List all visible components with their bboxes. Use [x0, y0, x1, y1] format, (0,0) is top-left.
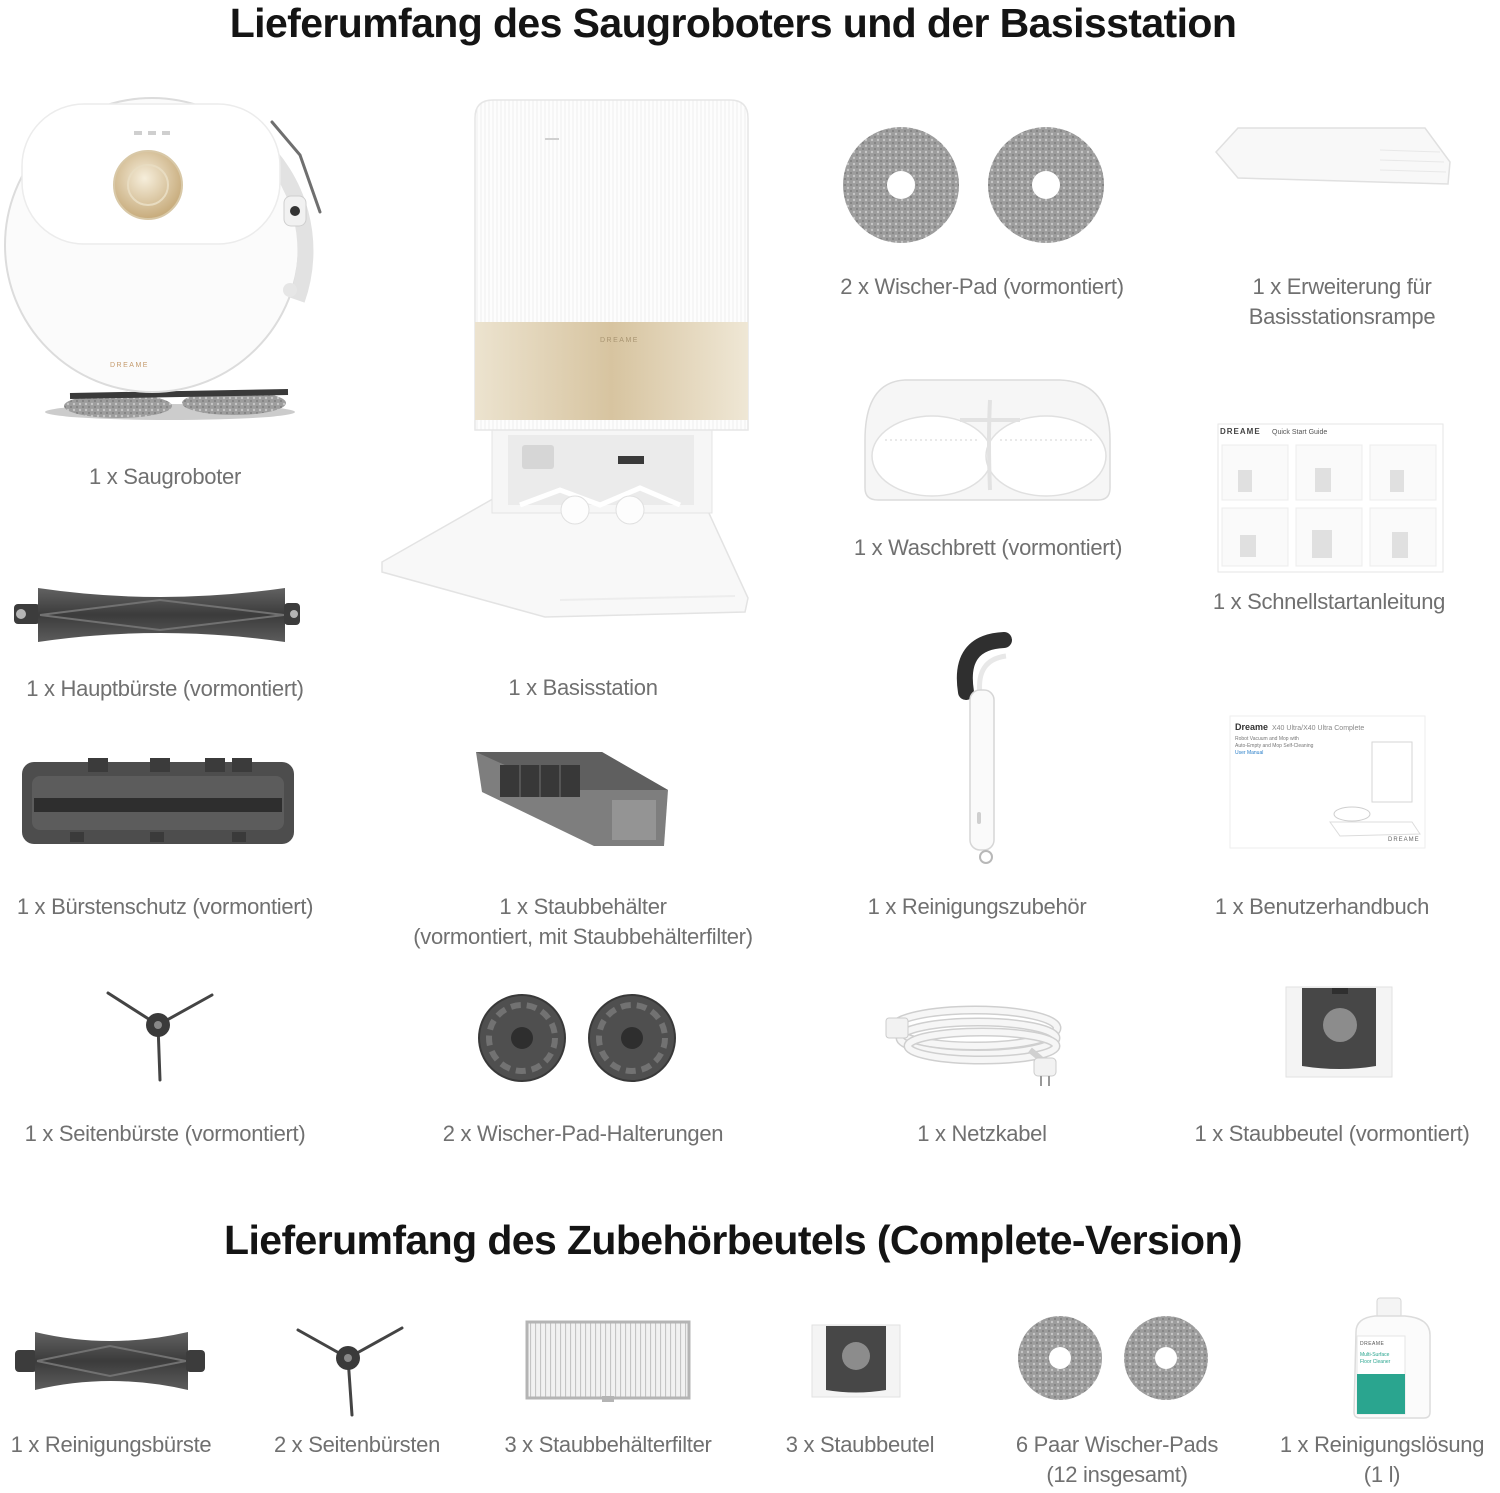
guide-brand-text: DREAME — [1220, 427, 1261, 436]
item-label-mop-pads: 2 x Wischer-Pad (vormontiert) — [840, 274, 1124, 299]
dust-bag-icon — [1286, 987, 1392, 1077]
side-brushes-icon — [298, 1328, 402, 1415]
power-cable-icon — [886, 1010, 1057, 1086]
station-logo-text: DREAME — [600, 337, 639, 344]
item-label-robot: 1 x Saugroboter — [88, 464, 242, 489]
side-brush-icon — [108, 993, 212, 1080]
ramp-extension-icon — [1216, 128, 1450, 184]
item-label-mop-pads-pairs: 6 Paar Wischer-Pads (12 insgesamt) — [1015, 1432, 1219, 1487]
item-label-user-manual: 1 x Benutzerhandbuch — [1214, 894, 1430, 919]
item-label-side-brush: 1 x Seitenbürste (vormontiert) — [24, 1121, 306, 1146]
washboard-icon — [865, 380, 1110, 500]
item-label-main-brush: 1 x Hauptbürste (vormontiert) — [26, 676, 304, 701]
bottle-brand-text: DREAME — [1360, 1341, 1385, 1347]
manual-model-text: X40 Ultra/X40 Ultra Complete — [1272, 725, 1365, 732]
user-manual-icon — [1230, 716, 1425, 848]
manual-type-text: User Manual — [1235, 750, 1264, 756]
item-label-cleaning-solution: 1 x Reinigungslösung (1 l) — [1279, 1432, 1485, 1487]
section-title-accessory-bag: Lieferumfang des Zubehörbeutels (Complete-Version) — [224, 1217, 1242, 1263]
bottle-label-line1-text: Multi-Surface — [1360, 1352, 1390, 1358]
main-brush-icon — [14, 588, 300, 642]
item-label-washboard: 1 x Waschbrett (vormontiert) — [853, 535, 1123, 560]
base-station-icon — [382, 100, 748, 617]
cleaning-brush-icon — [15, 1332, 205, 1390]
bottle-label-line2-text: Floor Cleaner — [1360, 1359, 1391, 1365]
brush-guard-icon — [22, 758, 294, 844]
mop-pads-pairs-icon — [1018, 1316, 1208, 1400]
item-label-cleaning-brush: 1 x Reinigungsbürste — [10, 1432, 212, 1457]
robot-logo-text: DREAME — [110, 362, 149, 369]
item-label-brush-guard: 1 x Bürstenschutz (vormontiert) — [16, 894, 314, 919]
manual-line2-text: Auto-Empty and Mop Self-Cleaning — [1235, 743, 1314, 749]
item-label-ramp-extension: 1 x Erweiterung für Basisstationsrampe — [1248, 274, 1436, 329]
manual-logo-text: DREAME — [1388, 837, 1420, 843]
cleaning-solution-icon — [1354, 1298, 1430, 1418]
item-label-dust-bag: 1 x Staubbeutel (vormontiert) — [1194, 1121, 1470, 1146]
manual-line1-text: Robot Vacuum and Mop with — [1235, 736, 1299, 742]
item-label-dust-bin: 1 x Staubbehälter (vormontiert, mit Staubbehälterfilter) — [413, 894, 753, 949]
robot-vacuum-icon — [5, 98, 320, 420]
dust-bags-icon — [812, 1325, 900, 1397]
item-label-dust-bags: 3 x Staubbeutel — [785, 1432, 935, 1457]
mop-pads-icon — [843, 127, 1104, 243]
manual-brand-text: Dreame — [1235, 722, 1269, 732]
dust-bin-icon — [476, 752, 668, 846]
item-label-side-brushes: 2 x Seitenbürsten — [273, 1432, 441, 1457]
dust-filter-icon — [527, 1322, 689, 1402]
cleaning-tool-icon — [965, 640, 1006, 863]
mop-pad-holders-icon — [479, 995, 675, 1081]
section-title-main: Lieferumfang des Saugroboters und der Basisstation — [229, 0, 1237, 46]
item-label-dust-filter: 3 x Staubbehälterfilter — [504, 1432, 712, 1457]
item-label-mop-pad-holders: 2 x Wischer-Pad-Halterungen — [442, 1121, 724, 1146]
guide-title-text: Quick Start Guide — [1272, 429, 1328, 436]
quick-start-guide-icon — [1218, 424, 1443, 572]
item-label-power-cable: 1 x Netzkabel — [917, 1121, 1047, 1146]
item-label-quick-start-guide: 1 x Schnellstartanleitung — [1212, 589, 1446, 614]
item-label-cleaning-tool: 1 x Reinigungszubehör — [867, 894, 1087, 919]
item-label-base-station: 1 x Basisstation — [508, 675, 658, 700]
